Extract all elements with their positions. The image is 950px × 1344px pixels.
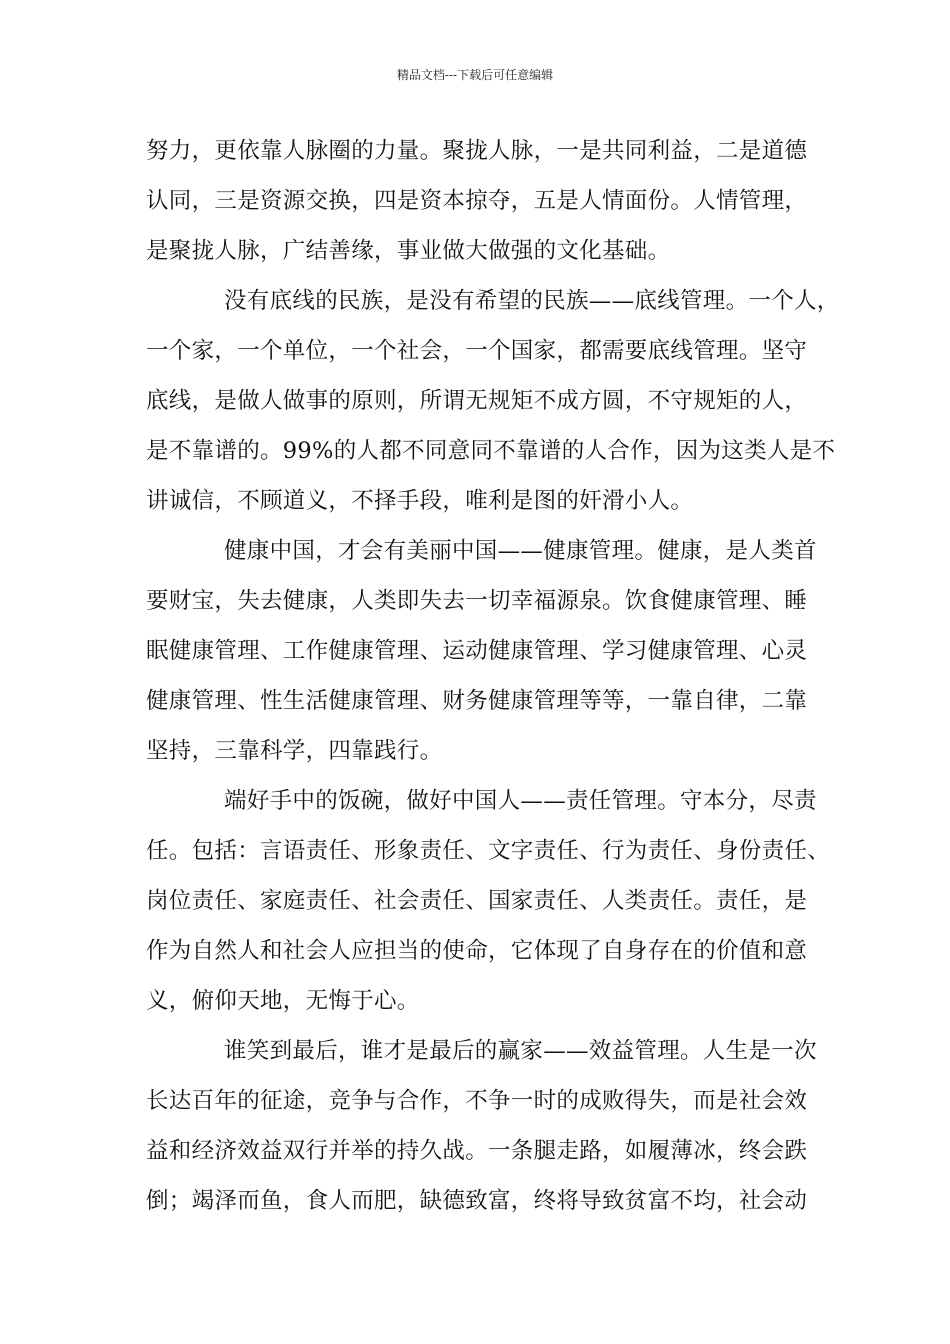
text-line: 益和经济效益双行并举的持久战。一条腿走路，如履薄冰，终会跌 xyxy=(146,1138,808,1164)
text-line: 眠健康管理、工作健康管理、运动健康管理、学习健康管理、心灵 xyxy=(146,638,808,664)
paragraph-health-management xyxy=(146,531,826,781)
text-line: 义，俯仰天地，无悔于心。 xyxy=(146,988,420,1014)
text-line: 没有底线的民族，是没有希望的民族——底线管理。一个人， xyxy=(224,288,840,314)
paragraph-human-relations xyxy=(146,131,826,281)
text-line: 岗位责任、家庭责任、社会责任、国家责任、人类责任。责任，是 xyxy=(146,888,808,914)
document-body xyxy=(146,131,840,1231)
text-line: 健康中国，才会有美丽中国——健康管理。健康，是人类首 xyxy=(224,538,817,564)
text-line: 端好手中的饭碗，做好中国人——责任管理。守本分，尽责 xyxy=(224,788,817,814)
text-line: 任。包括：言语责任、形象责任、文字责任、行为责任、身份责任、 xyxy=(146,838,831,864)
text-line: 健康管理、性生活健康管理、财务健康管理等等，一靠自律，二靠 xyxy=(146,688,808,714)
text-line: 认同，三是资源交换，四是资本掠夺，五是人情面份。人情管理， xyxy=(146,188,808,214)
text-line: 是聚拢人脉，广结善缘，事业做大做强的文化基础。 xyxy=(146,238,671,264)
text-line: 一个家，一个单位，一个社会，一个国家，都需要底线管理。坚守 xyxy=(146,338,808,364)
text-line: 是不靠谱的。99%的人都不同意同不靠谱的人合作，因为这类人是不 xyxy=(146,438,836,464)
paragraph-benefit-management xyxy=(146,1031,826,1231)
text-line: 底线，是做人做事的原则，所谓无规矩不成方圆，不守规矩的人， xyxy=(146,388,808,414)
text-line: 倒；竭泽而鱼，食人而肥，缺德致富，终将导致贫富不均，社会动 xyxy=(146,1188,808,1214)
paragraph-responsibility-management xyxy=(146,781,831,1031)
paragraph-bottom-line-management xyxy=(146,281,840,531)
text-line: 努力，更依靠人脉圈的力量。聚拢人脉，一是共同利益，二是道德 xyxy=(146,138,808,164)
text-line: 坚持，三靠科学，四靠践行。 xyxy=(146,738,443,764)
text-line: 作为自然人和社会人应担当的使命，它体现了自身存在的价值和意 xyxy=(146,938,808,964)
text-line: 谁笑到最后，谁才是最后的赢家——效益管理。人生是一次 xyxy=(224,1038,817,1064)
text-line: 要财宝，失去健康，人类即失去一切幸福源泉。饮食健康管理、睡 xyxy=(146,588,808,614)
text-line: 讲诚信，不顾道义，不择手段，唯利是图的奸滑小人。 xyxy=(146,488,694,514)
text-line: 长达百年的征途，竞争与合作，不争一时的成败得失，而是社会效 xyxy=(146,1088,808,1114)
page-header: 精品文档---下载后可任意编辑 xyxy=(396,68,554,82)
